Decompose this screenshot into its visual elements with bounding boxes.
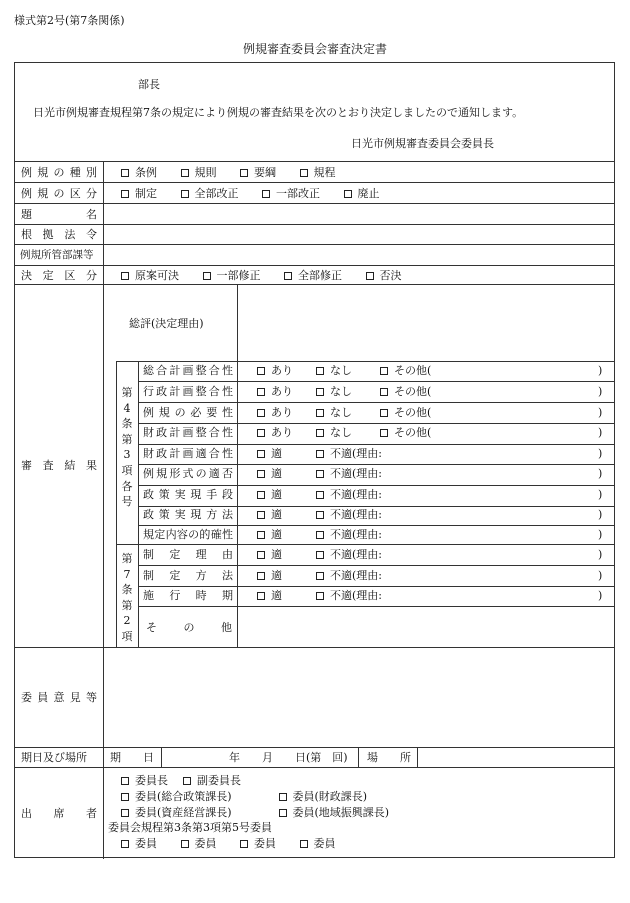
attendee-checkbox[interactable]	[240, 840, 248, 848]
attendee: 委員長	[135, 774, 168, 787]
review-checkbox[interactable]	[316, 388, 324, 396]
subject-label: 題 名	[21, 208, 97, 221]
review-checkbox[interactable]	[316, 470, 324, 478]
review-item-name: 総 合 計 画 整 合 性	[143, 364, 233, 377]
review-checkbox[interactable]	[257, 388, 265, 396]
type-checkbox[interactable]	[240, 169, 248, 177]
review-item-name: 施 行 時 期	[143, 589, 233, 602]
review-item-name: 制 定 方 法	[143, 569, 233, 582]
close-paren: )	[598, 548, 603, 561]
attendee: 副委員長	[197, 774, 241, 787]
close-paren: )	[598, 364, 603, 377]
review-option: なし	[330, 364, 352, 377]
attendance-label: 出 席 者	[21, 807, 97, 820]
close-paren: )	[598, 447, 603, 460]
review-item-options	[257, 489, 380, 500]
review-item-name: 制 定 理 由	[143, 548, 233, 561]
attendance-line3	[121, 807, 389, 818]
category-checkbox[interactable]	[181, 190, 189, 198]
review-checkbox[interactable]	[380, 429, 388, 437]
review-checkbox[interactable]	[257, 551, 265, 559]
review-item-name: 政 策 実 現 方 法	[143, 508, 233, 521]
review-option: 不適(理由:	[330, 569, 382, 582]
review-item-name: 例 規 の 必 要 性	[143, 406, 233, 419]
type-option: 条例	[135, 166, 157, 179]
review-item-name: 財 政 計 画 適 合 性	[143, 447, 233, 460]
place-field[interactable]	[419, 749, 613, 766]
review-option: その他(	[394, 406, 432, 419]
review-option: 不適(理由:	[330, 488, 382, 501]
category-option: 一部改正	[276, 187, 320, 200]
review-option: 不適(理由:	[330, 447, 382, 460]
attendance-line1	[121, 775, 241, 786]
type-checkbox[interactable]	[121, 169, 129, 177]
review-option: 適	[271, 508, 282, 521]
review-checkbox[interactable]	[316, 572, 324, 580]
attendee: 委員	[135, 837, 157, 850]
decision-option: 否決	[379, 269, 402, 282]
review-option: 不適(理由:	[330, 508, 382, 521]
review-option: 不適(理由:	[330, 528, 382, 541]
review-item-options	[257, 427, 431, 438]
attendee-checkbox[interactable]	[121, 840, 129, 848]
close-paren: )	[598, 488, 603, 501]
close-paren: )	[598, 385, 603, 398]
review-option: なし	[330, 385, 352, 398]
type-label: 例 規 の 種 別	[21, 166, 97, 179]
close-paren: )	[598, 589, 603, 602]
close-paren: )	[598, 426, 603, 439]
decision-options	[121, 270, 422, 281]
type-option: 要綱	[254, 166, 276, 179]
review-checkbox[interactable]	[316, 367, 324, 375]
review-option: その他(	[394, 385, 432, 398]
review-option: その他(	[394, 426, 432, 439]
decision-checkbox[interactable]	[366, 272, 374, 280]
review-checkbox[interactable]	[257, 367, 265, 375]
review-checkbox[interactable]	[380, 388, 388, 396]
form-number: 様式第2号(第7条関係)	[14, 14, 125, 27]
review-option: 不適(理由:	[330, 467, 382, 480]
rule-note: 委員会規程第3条第3項第5号委員	[108, 821, 272, 834]
decision-option: 一部修正	[216, 269, 261, 282]
review-checkbox[interactable]	[316, 511, 324, 519]
review-item-name: 例 規 形 式 の 適 否	[143, 467, 233, 480]
review-checkbox[interactable]	[257, 572, 265, 580]
review-option: 適	[271, 528, 282, 541]
category-option: 廃止	[357, 187, 380, 200]
basis-law-field[interactable]	[105, 225, 613, 243]
attendee-checkbox[interactable]	[181, 840, 189, 848]
date-fields[interactable]: 年 月 日(第 回)	[229, 751, 348, 764]
review-option: その他(	[394, 364, 432, 377]
review-option: 適	[271, 447, 282, 460]
category-option: 制定	[135, 187, 157, 200]
review-item-name: 規 定 内 容 の 的 確 性	[143, 528, 233, 541]
other-field[interactable]	[239, 608, 613, 646]
notice-text: 日光市例規審査規程第7条の規定により例規の審査結果を次のとおり決定しましたので通知します。	[33, 106, 524, 119]
review-option: あり	[271, 426, 293, 439]
form-table	[14, 62, 615, 858]
review-checkbox[interactable]	[257, 531, 265, 539]
attendance-line2	[121, 791, 367, 802]
review-option: 適	[271, 467, 282, 480]
category-label: 例 規 の 区 分	[21, 187, 97, 200]
review-option: なし	[330, 426, 352, 439]
review-item-options	[257, 590, 380, 601]
review-item-name: 政 策 実 現 手 段	[143, 488, 233, 501]
review-item-options	[257, 549, 380, 560]
attendee-checkbox[interactable]	[121, 777, 129, 785]
decision-option: 原案可決	[135, 269, 179, 282]
close-paren: )	[598, 528, 603, 541]
schedule-label: 期日及び場所	[21, 751, 87, 764]
review-item-options	[257, 407, 431, 418]
category-checkbox[interactable]	[262, 190, 270, 198]
review-option: 適	[271, 488, 282, 501]
category-checkbox[interactable]	[344, 190, 352, 198]
department-field[interactable]	[105, 246, 613, 264]
decision-checkbox[interactable]	[121, 272, 129, 280]
attendee: 委員	[313, 837, 336, 850]
review-checkbox[interactable]	[316, 592, 324, 600]
review-checkbox[interactable]	[257, 470, 265, 478]
attendee-checkbox[interactable]	[300, 840, 308, 848]
attendee: 委員(資産経営課長)	[135, 806, 232, 819]
review-checkbox[interactable]	[257, 450, 265, 458]
review-option: 不適(理由:	[330, 589, 382, 602]
decision-option: 全部修正	[298, 269, 342, 282]
decision-checkbox[interactable]	[284, 272, 292, 280]
type-checkbox[interactable]	[181, 169, 189, 177]
attendee: 委員	[194, 837, 217, 850]
review-checkbox[interactable]	[316, 450, 324, 458]
review-checkbox[interactable]	[257, 511, 265, 519]
review-item-options	[257, 386, 431, 397]
review-item-name: 財 政 計 画 整 合 性	[143, 426, 233, 439]
review-checkbox[interactable]	[380, 409, 388, 417]
department-label: 例規所管部課等	[20, 249, 94, 261]
review-option: あり	[271, 406, 293, 419]
summary-label: 総評(決定理由)	[129, 317, 204, 330]
attendee-checkbox[interactable]	[121, 793, 129, 801]
category-checkbox[interactable]	[121, 190, 129, 198]
close-paren: )	[598, 569, 603, 582]
review-option: なし	[330, 406, 352, 419]
close-paren: )	[598, 467, 603, 480]
review-checkbox[interactable]	[316, 551, 324, 559]
recipient: 部長	[138, 78, 160, 91]
review-option: 適	[271, 569, 282, 582]
review-item-options	[257, 448, 380, 459]
opinion-field[interactable]	[105, 649, 613, 745]
basis-law-label: 根 拠 法 令	[21, 228, 97, 241]
review-option: あり	[271, 385, 293, 398]
decision-checkbox[interactable]	[203, 272, 211, 280]
attendance-line5	[121, 838, 356, 849]
review-checkbox[interactable]	[316, 429, 324, 437]
date-label: 期 日	[110, 751, 154, 764]
review-item-options	[257, 570, 380, 581]
review-checkbox[interactable]	[316, 409, 324, 417]
review-item-options	[257, 529, 380, 540]
summary-field[interactable]	[239, 286, 613, 360]
attendee-checkbox[interactable]	[121, 809, 129, 817]
subject-field[interactable]	[105, 205, 613, 223]
group2-label: 第 7 条 第 2 項	[121, 552, 133, 644]
sender: 日光市例規審査委員会委員長	[351, 137, 494, 150]
review-label: 審 査 結 果	[21, 459, 97, 472]
close-paren: )	[598, 406, 603, 419]
type-option: 規則	[194, 166, 217, 179]
category-options	[121, 188, 400, 199]
place-label: 場 所	[367, 751, 411, 764]
document-title: 例規審査委員会審査決定書	[242, 42, 387, 56]
review-item-options	[257, 468, 380, 479]
attendee: 委員(総合政策課長)	[135, 790, 232, 803]
review-option: 不適(理由:	[330, 548, 382, 561]
close-paren: )	[598, 508, 603, 521]
attendee-checkbox[interactable]	[279, 809, 287, 817]
type-checkbox[interactable]	[300, 169, 308, 177]
review-checkbox[interactable]	[316, 531, 324, 539]
attendee: 委員	[254, 837, 276, 850]
category-option: 全部改正	[194, 187, 239, 200]
attendee: 委員(財政課長)	[292, 790, 368, 803]
opinion-label: 委 員 意 見 等	[21, 691, 97, 704]
other-label: そ の 他	[146, 621, 232, 634]
type-options	[121, 167, 356, 178]
attendee: 委員(地域振興課長)	[292, 806, 390, 819]
review-checkbox[interactable]	[257, 409, 265, 417]
review-option: 適	[271, 589, 282, 602]
group1-label: 第 4 条 第 3 項 各 号	[121, 386, 133, 509]
review-item-name: 行 政 計 画 整 合 性	[143, 385, 233, 398]
attendee-checkbox[interactable]	[279, 793, 287, 801]
review-checkbox[interactable]	[380, 367, 388, 375]
review-option: 適	[271, 548, 282, 561]
review-checkbox[interactable]	[257, 592, 265, 600]
review-checkbox[interactable]	[257, 491, 265, 499]
attendee-checkbox[interactable]	[183, 777, 191, 785]
review-checkbox[interactable]	[257, 429, 265, 437]
review-item-options	[257, 365, 431, 376]
type-option: 規程	[313, 166, 336, 179]
review-item-options	[257, 509, 380, 520]
review-checkbox[interactable]	[316, 491, 324, 499]
decision-label: 決 定 区 分	[21, 269, 97, 282]
review-option: あり	[271, 364, 293, 377]
